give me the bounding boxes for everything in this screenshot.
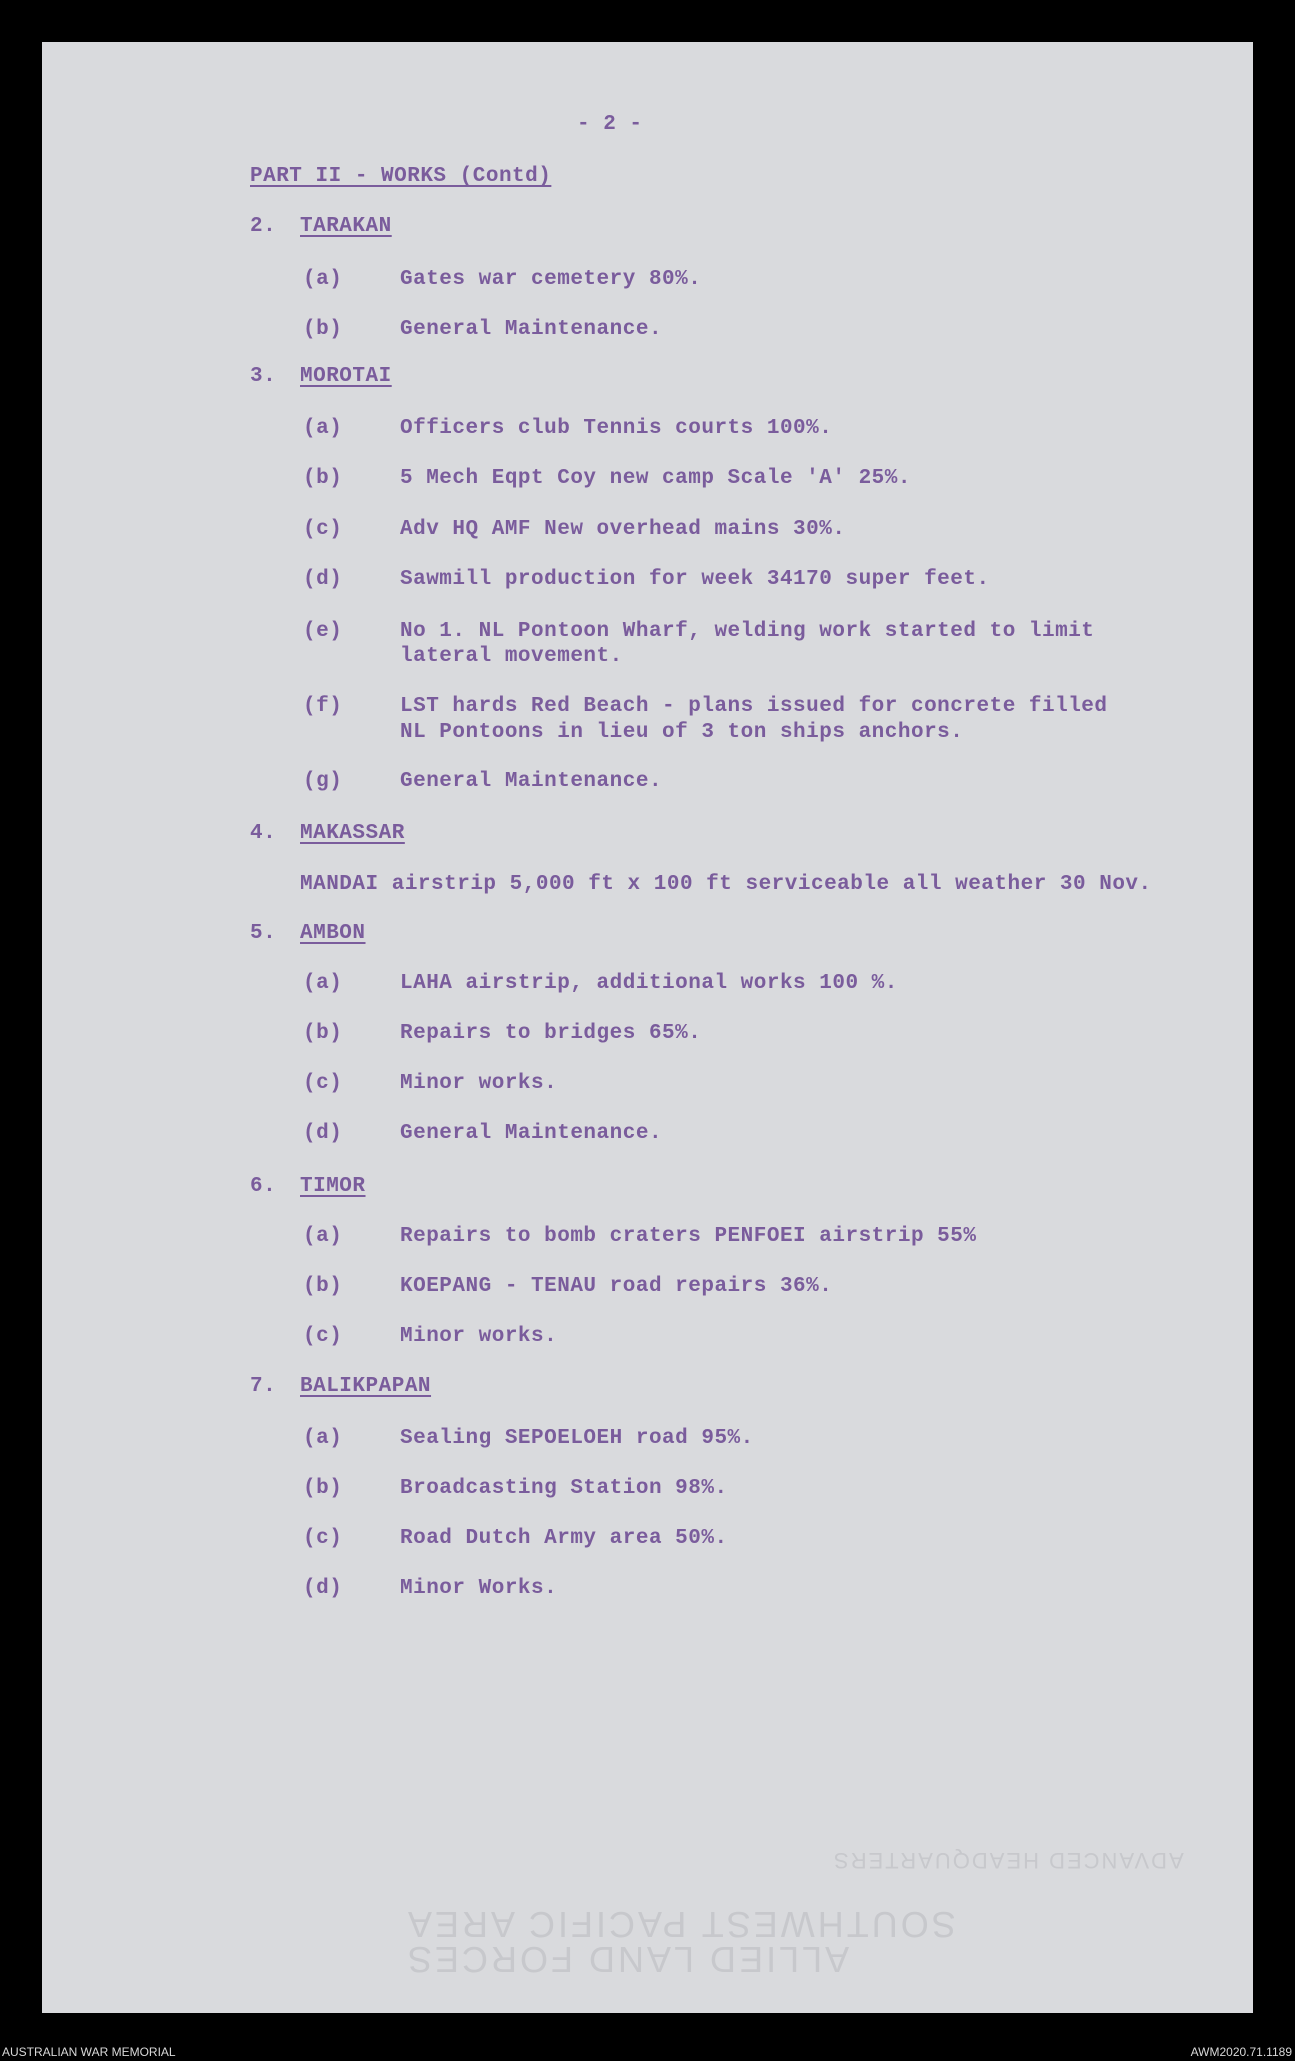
item-label: (d) (303, 1122, 343, 1145)
item-label: (g) (303, 770, 343, 793)
item-label: (c) (303, 1325, 343, 1348)
item-text: Broadcasting Station 98%. (400, 1477, 728, 1500)
item-label: (b) (303, 1275, 343, 1298)
item-text: General Maintenance. (400, 318, 663, 341)
section-title: BALIKPAPAN (300, 1375, 432, 1398)
item-text: Gates war cemetery 80%. (400, 268, 702, 291)
item-text: Minor works. (400, 1325, 558, 1348)
item-text: No 1. NL Pontoon Wharf, welding work started to limit (400, 620, 1095, 643)
stamp-line-swpa: SOUTHWEST PACIFIC AREA (405, 1904, 956, 1945)
item-text: KOEPANG - TENAU road repairs 36%. (400, 1275, 833, 1298)
item-label: (d) (303, 568, 343, 591)
item-label: (a) (303, 268, 343, 291)
footer-right: AWM2020.71.1189 (1190, 2045, 1292, 2059)
section-text: MANDAI airstrip 5,000 ft x 100 ft serviceable all weather 30 Nov. (300, 873, 1152, 896)
item-text-continued: NL Pontoons in lieu of 3 ton ships anchors. (400, 721, 964, 744)
section-number: 3. (250, 365, 277, 388)
item-label: (f) (303, 695, 343, 718)
item-label: (a) (303, 1225, 343, 1248)
item-label: (e) (303, 620, 343, 643)
item-label: (a) (303, 972, 343, 995)
section-number: 5. (250, 922, 277, 945)
item-label: (b) (303, 1022, 343, 1045)
section-title: MAKASSAR (300, 822, 405, 845)
item-text: Sawmill production for week 34170 super feet. (400, 568, 990, 591)
section-number: 6. (250, 1175, 277, 1198)
stamp-line-allied-land-forces: ALLIED LAND FORCES (405, 1939, 850, 1980)
item-text: 5 Mech Eqpt Coy new camp Scale 'A' 25%. (400, 467, 911, 490)
stamp-line-advanced-hq: ADVANCED HEADQUARTERS (832, 1848, 1184, 1873)
section-number: 2. (250, 215, 277, 238)
item-label: (c) (303, 1527, 343, 1550)
item-text: Sealing SEPOELOEH road 95%. (400, 1427, 754, 1450)
item-text: General Maintenance. (400, 1122, 663, 1145)
item-text: Repairs to bridges 65%. (400, 1022, 702, 1045)
item-text: Road Dutch Army area 50%. (400, 1527, 728, 1550)
item-label: (d) (303, 1577, 343, 1600)
part-heading: PART II - WORKS (Contd) (250, 165, 552, 188)
item-label: (b) (303, 1477, 343, 1500)
item-text-continued: lateral movement. (400, 645, 623, 668)
item-text: Adv HQ AMF New overhead mains 30%. (400, 518, 846, 541)
section-title: MOROTAI (300, 365, 392, 388)
page-number: - 2 - (577, 113, 643, 136)
footer-left: AUSTRALIAN WAR MEMORIAL (2, 2045, 176, 2059)
item-label: (a) (303, 417, 343, 440)
item-label: (b) (303, 318, 343, 341)
item-text: LST hards Red Beach - plans issued for concrete filled (400, 695, 1108, 718)
item-text: General Maintenance. (400, 770, 663, 793)
item-label: (a) (303, 1427, 343, 1450)
item-text: Repairs to bomb craters PENFOEI airstrip 55% (400, 1225, 977, 1248)
item-text: Minor Works. (400, 1577, 558, 1600)
item-label: (b) (303, 467, 343, 490)
item-label: (c) (303, 1072, 343, 1095)
item-label: (c) (303, 518, 343, 541)
section-title: AMBON (300, 922, 366, 945)
section-number: 4. (250, 822, 277, 845)
item-text: LAHA airstrip, additional works 100 %. (400, 972, 898, 995)
item-text: Minor works. (400, 1072, 558, 1095)
section-title: TIMOR (300, 1175, 366, 1198)
section-number: 7. (250, 1375, 277, 1398)
item-text: Officers club Tennis courts 100%. (400, 417, 833, 440)
section-title: TARAKAN (300, 215, 392, 238)
